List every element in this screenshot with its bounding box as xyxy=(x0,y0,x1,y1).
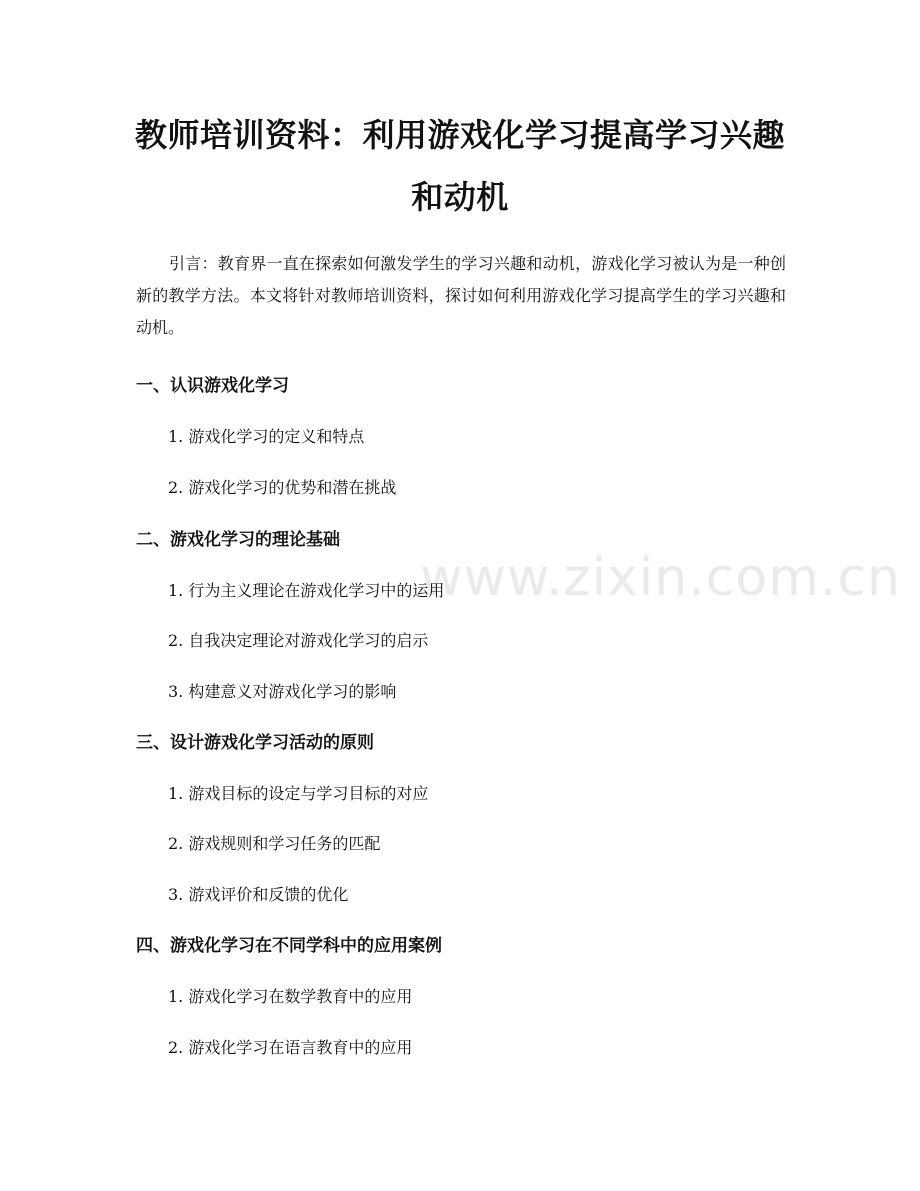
section-4-item-2: 2. 游戏化学习在语言教育中的应用 xyxy=(168,1038,413,1057)
watermark: www.zixin.com.cn xyxy=(420,548,901,608)
section-heading-4: 四、游戏化学习在不同学科中的应用案例 xyxy=(136,936,442,956)
section-heading-1: 一、认识游戏化学习 xyxy=(136,376,289,396)
section-4-item-1: 1. 游戏化学习在数学教育中的应用 xyxy=(168,987,413,1006)
section-2-item-3: 3. 构建意义对游戏化学习的影响 xyxy=(168,682,397,701)
section-heading-3: 三、设计游戏化学习活动的原则 xyxy=(136,733,374,753)
document-title: 教师培训资料：利用游戏化学习提高学习兴趣和动机 xyxy=(134,116,785,216)
section-3-item-2: 2. 游戏规则和学习任务的匹配 xyxy=(168,834,381,853)
section-2-item-2: 2. 自我决定理论对游戏化学习的启示 xyxy=(168,631,429,650)
section-2-item-1: 1. 行为主义理论在游戏化学习中的运用 xyxy=(168,581,445,600)
section-3-item-3: 3. 游戏评价和反馈的优化 xyxy=(168,885,349,904)
section-heading-2: 二、游戏化学习的理论基础 xyxy=(136,530,340,550)
section-3-item-1: 1. 游戏目标的设定与学习目标的对应 xyxy=(168,784,429,803)
section-1-item-2: 2. 游戏化学习的优势和潜在挑战 xyxy=(168,478,397,497)
section-1-item-1: 1. 游戏化学习的定义和特点 xyxy=(168,427,365,446)
intro-paragraph: 引言：教育界一直在探索如何激发学生的学习兴趣和动机，游戏化学习被认为是一种创新的教学方法。本文将针对教师培训资料，探讨如何利用游戏化学习提高学生的学习兴趣和动机。 xyxy=(136,254,786,337)
